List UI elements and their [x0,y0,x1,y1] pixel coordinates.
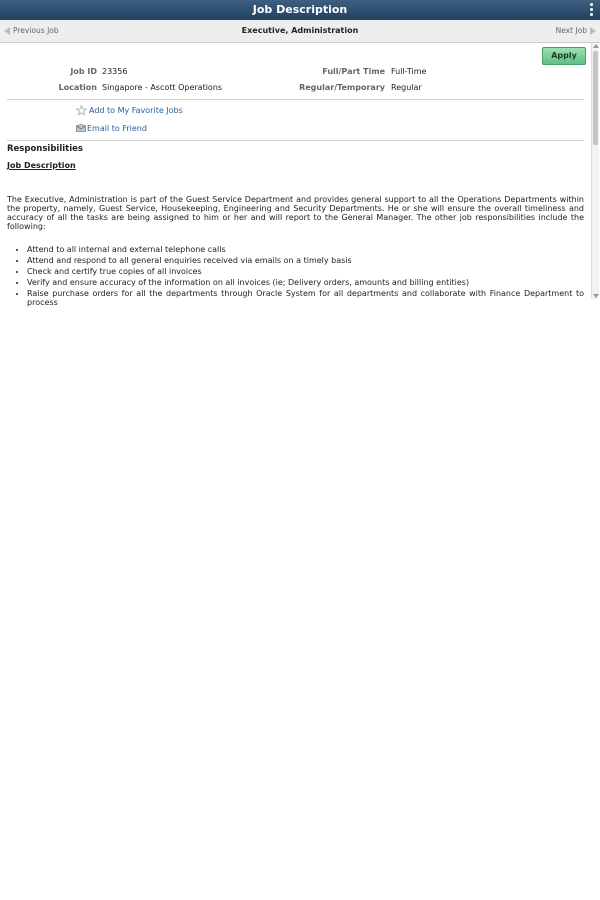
scroll-up-icon[interactable] [593,44,599,48]
job-description-heading: Job Description [7,161,76,170]
list-item: • Attend to all internal and external telephone calls [27,245,584,254]
regular-temporary-value: Regular [391,83,422,92]
scroll-down-icon[interactable] [593,294,599,298]
job-description-text: The Executive, Administration is part of the Guest Service Department and provides general support to all the Operations Departments within the property, namely, Guest Service, Housekeeping, Engineering and Security Departments. He or she will ensure the overall timeliness and accuracy of all the tasks are being assigned to him or her and will report to the General Manager. The other job responsibilities include the following: [7,195,584,231]
responsibilities-heading: Responsibilities [7,144,83,154]
add-favorite-link[interactable]: Add to My Favorite Jobs [89,106,183,115]
chevron-right-icon [590,27,596,35]
list-item: • Check and certify true copies of all invoices [27,267,584,276]
divider [7,140,584,141]
scroll-thumb[interactable] [593,51,598,145]
location-value: Singapore - Ascott Operations [102,83,223,92]
job-title: Executive, Administration [241,26,359,35]
previous-job-label: Previous Job [13,26,59,35]
job-id-value: 23356 [102,67,128,76]
regular-temporary-label: Regular/Temporary [299,83,385,92]
page-title: Job Description [252,3,348,16]
list-item: • Raise purchase orders for all the departments through Oracle System for all departments and collaborate with Finance Department to process [27,289,584,307]
full-part-time-value: Full-Time [391,67,427,76]
list-item: • Attend and respond to all general enquiries received via emails on a timely basis [27,256,584,265]
envelope-icon[interactable] [76,124,86,132]
next-job-link[interactable] [556,20,596,42]
email-friend-link[interactable]: Email to Friend [87,124,147,133]
star-icon[interactable] [76,105,87,116]
location-label: Location [58,83,97,92]
full-part-time-label: Full/Part Time [322,67,385,76]
more-options-icon[interactable] [590,3,594,17]
title-bar [0,0,600,20]
vertical-scrollbar[interactable] [591,43,599,299]
duties-list [7,245,584,309]
list-item: • Verify and ensure accuracy of the information on all invoices (ie; Delivery orders, amounts and billing entities) [27,278,584,287]
job-detail-content[interactable] [0,43,592,307]
divider [7,99,584,100]
next-job-label: Next Job [555,26,587,35]
apply-button[interactable]: Apply [542,47,586,65]
job-id-label: Job ID [70,67,97,76]
job-navigation-bar [0,20,600,43]
